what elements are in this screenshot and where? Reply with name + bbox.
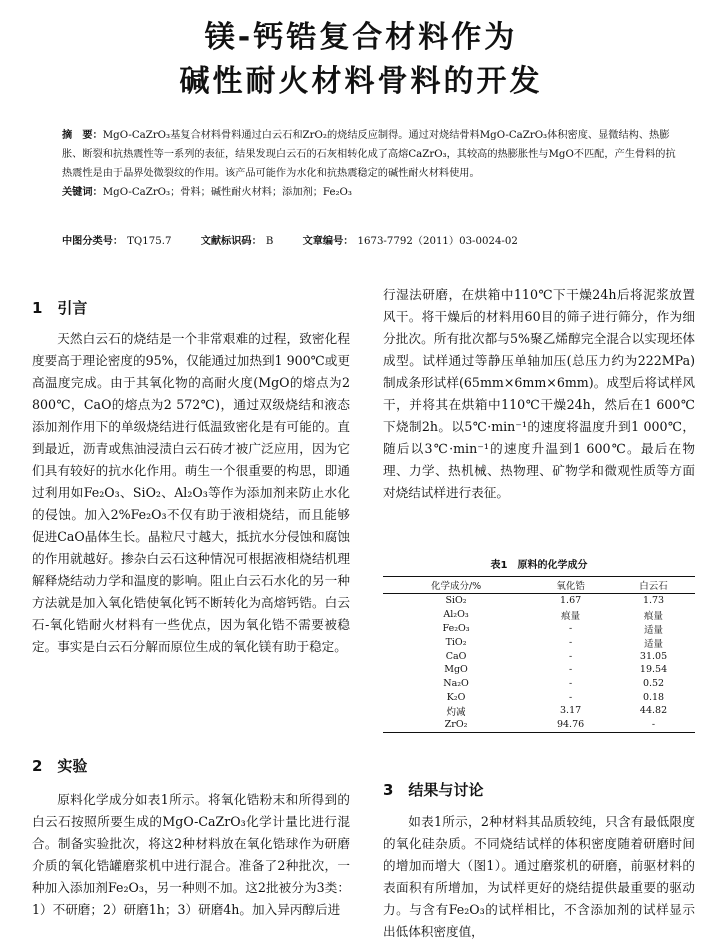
clc-value: TQ175.7 <box>127 236 172 247</box>
table-cell: 44.82 <box>639 705 668 717</box>
table-header: 氧化锆 <box>529 577 612 594</box>
table-row <box>383 608 695 622</box>
table-cell: 适量 <box>644 638 664 650</box>
table-row <box>383 650 695 664</box>
table-cell: - <box>612 718 695 732</box>
classification-line <box>62 232 682 247</box>
abstract-label: 摘 要： <box>62 130 103 141</box>
table-caption: 表1 原料的化学成分 <box>490 560 588 571</box>
article-title-line-2: 碱性耐火材料骨料的开发 <box>179 64 543 99</box>
experiment-heading: 2 实验 <box>32 757 88 775</box>
doc-code-label: 文献标识码： <box>200 236 262 247</box>
article-title-line-1: 镁-钙锆复合材料作为 <box>204 20 518 55</box>
table-cell: ZrO₂ <box>383 718 529 732</box>
table-cell: 0.52 <box>642 678 665 690</box>
table-cell: 19.54 <box>639 664 668 676</box>
table-cell: - <box>568 691 573 703</box>
table-row <box>383 663 695 677</box>
results-paragraph: 如表1所示，2种材料其品质较纯，只含有最低限度的氧化硅杂质。不同烧结试样的体积密度随着研磨时间的增加而增大（图1）。通过磨浆机的研磨，前驱材料的表面积有所增加，为试样更好的烧结提供最重要的驱动力。与含有Fe₂O₃的试样相比，不含添加剂的试样显示出低体积密度值， <box>383 814 695 939</box>
table-cell: 1.73 <box>642 595 665 607</box>
table-cell: 适量 <box>644 624 664 636</box>
article-number-value: 1673-7792（2011）03-0024-02 <box>357 236 518 247</box>
experiment-paragraph: 原料化学成分如表1所示。将氧化锆粉末和所得到的白云石按照所要生成的MgO-CaZrO₃化学计量比进行混合。制备实验批次，将这2种材料放在氧化锆球作为研磨介质的氧化锆罐磨浆机中进行混合。准备了2种批次，一种加入添加剂Fe₂O₃，另一种则不加。这2批被分为3类：1）不研磨；2）研磨1h；3）研磨4h。加入异丙醇后进 <box>32 792 350 917</box>
results-heading: 3 结果与讨论 <box>383 781 484 799</box>
table-cell: - <box>568 678 573 690</box>
table-header-row <box>383 577 695 594</box>
table-cell: - <box>568 650 573 662</box>
table-cell: K₂O <box>446 691 466 703</box>
table-cell: - <box>568 623 573 635</box>
chemical-composition-table <box>383 576 695 733</box>
table-cell: Na₂O <box>443 678 469 690</box>
table-cell: 31.05 <box>639 650 668 662</box>
doc-code-value: B <box>265 236 274 247</box>
intro-paragraph: 天然白云石的烧结是一个非常艰难的过程，致密化程度要高于理论密度的95%，仅能通过加热到1 900℃或更高温度完成。由于其氧化物的高耐火度(MgO的熔点为2 800℃，CaO的熔点为2 572℃)，通过双级烧结和液态添加剂作用下的单级烧结进行低温致密化是有可能的。直到最近，沥青或焦油浸渍白云石砖才被广泛应用，因为它们具有较好的抗水化作用。萌生一个很重要的构思，即通过利用如Fe₂O₃、SiO₂、Al₂O₃等作为添加剂来防止水化的侵蚀。加入2%Fe₂O₃不仅有助于液相烧结，而且能够促进CaO晶体生长。晶粒尺寸越大，抵抗水分侵蚀和腐蚀的作用就越好。掺杂白云石这种情况可根据液相烧结机理解释烧结动力学和温度的影响。阻止白云石水化的另一种方法就是加入氧化锆使氧化钙不断转化为高熔钙锆。白云石-氧化锆耐火材料有一些优点，因为氧化锆不需要被稳定。事实是白云石分解而原位生成的氧化镁有助于稳定。 <box>32 331 350 654</box>
table-cell: Fe₂O₃ <box>442 623 470 635</box>
table-cell: 痕量 <box>644 610 664 622</box>
table-cell: TiO₂ <box>445 637 467 649</box>
article-number-label: 文章编号： <box>302 236 354 247</box>
table-cell: 灼减 <box>446 706 466 718</box>
table-cell: 3.17 <box>560 705 582 717</box>
table-cell: CaO <box>445 650 467 662</box>
clc-label: 中图分类号： <box>62 236 124 247</box>
table-cell: MgO <box>444 664 468 676</box>
keywords <box>62 183 678 202</box>
keywords-label: 关键词： <box>62 187 103 198</box>
table-cell: - <box>568 637 573 649</box>
table-row <box>383 636 695 650</box>
table-cell: Al₂O₃ <box>443 609 469 621</box>
table-row <box>383 677 695 691</box>
abstract-text: MgO-CaZrO₃基复合材料骨料通过白云石和ZrO₂的烧结反应制得。通过对烧结骨料MgO-CaZrO₃体积密度、显微结构、热膨胀、断裂和抗热震性等一系列的表征，结果发现白云石的石灰相转化成了高熔CaZrO₃，其较高的热膨胀性与MgO不匹配，产生骨料的抗热震性是由于晶界处微裂纹的作用。该产品可能作为水化和抗热震稳定的碱性耐火材料使用。 <box>62 130 676 179</box>
table-row <box>383 690 695 704</box>
table-row <box>383 622 695 636</box>
table-header: 化学成分/% <box>383 577 529 594</box>
table-cell: - <box>568 664 573 676</box>
table-cell: 1.67 <box>560 595 582 607</box>
table-cell: SiO₂ <box>445 595 467 607</box>
table-cell: 94.76 <box>529 718 612 732</box>
experiment-continued-paragraph: 行湿法研磨，在烘箱中110℃下干燥24h后将泥浆放置风干。将干燥后的材料用60目的筛子进行筛分，作为细分批次。所有批次都与5%聚乙烯醇完全混合以实现坯体成型。试样通过等静压单轴加压(总压力约为222MPa)制成条形试样(65mm×6mm×6mm)。成型后将试样风干，并将其在烘箱中110℃干燥24h，然后在1 600℃下烧制2h。以5℃·min⁻¹的速度将温度升到1 000℃，随后以3℃·min⁻¹的速度升温到1 600℃。最后在物理、力学、热机械、热物理、矿物学和微观性质等方面对烧结试样进行表征。 <box>383 287 695 500</box>
table-cell: 0.18 <box>642 691 665 703</box>
intro-heading: 1 引言 <box>32 299 88 317</box>
keywords-text: MgO-CaZrO₃；骨料；碱性耐火材料；添加剂；Fe₂O₃ <box>102 187 352 198</box>
table-cell: 痕量 <box>561 610 581 622</box>
abstract <box>62 126 678 202</box>
table-row <box>383 704 695 718</box>
table-header: 白云石 <box>612 577 695 594</box>
table-row <box>383 594 695 608</box>
table-row <box>383 718 695 732</box>
